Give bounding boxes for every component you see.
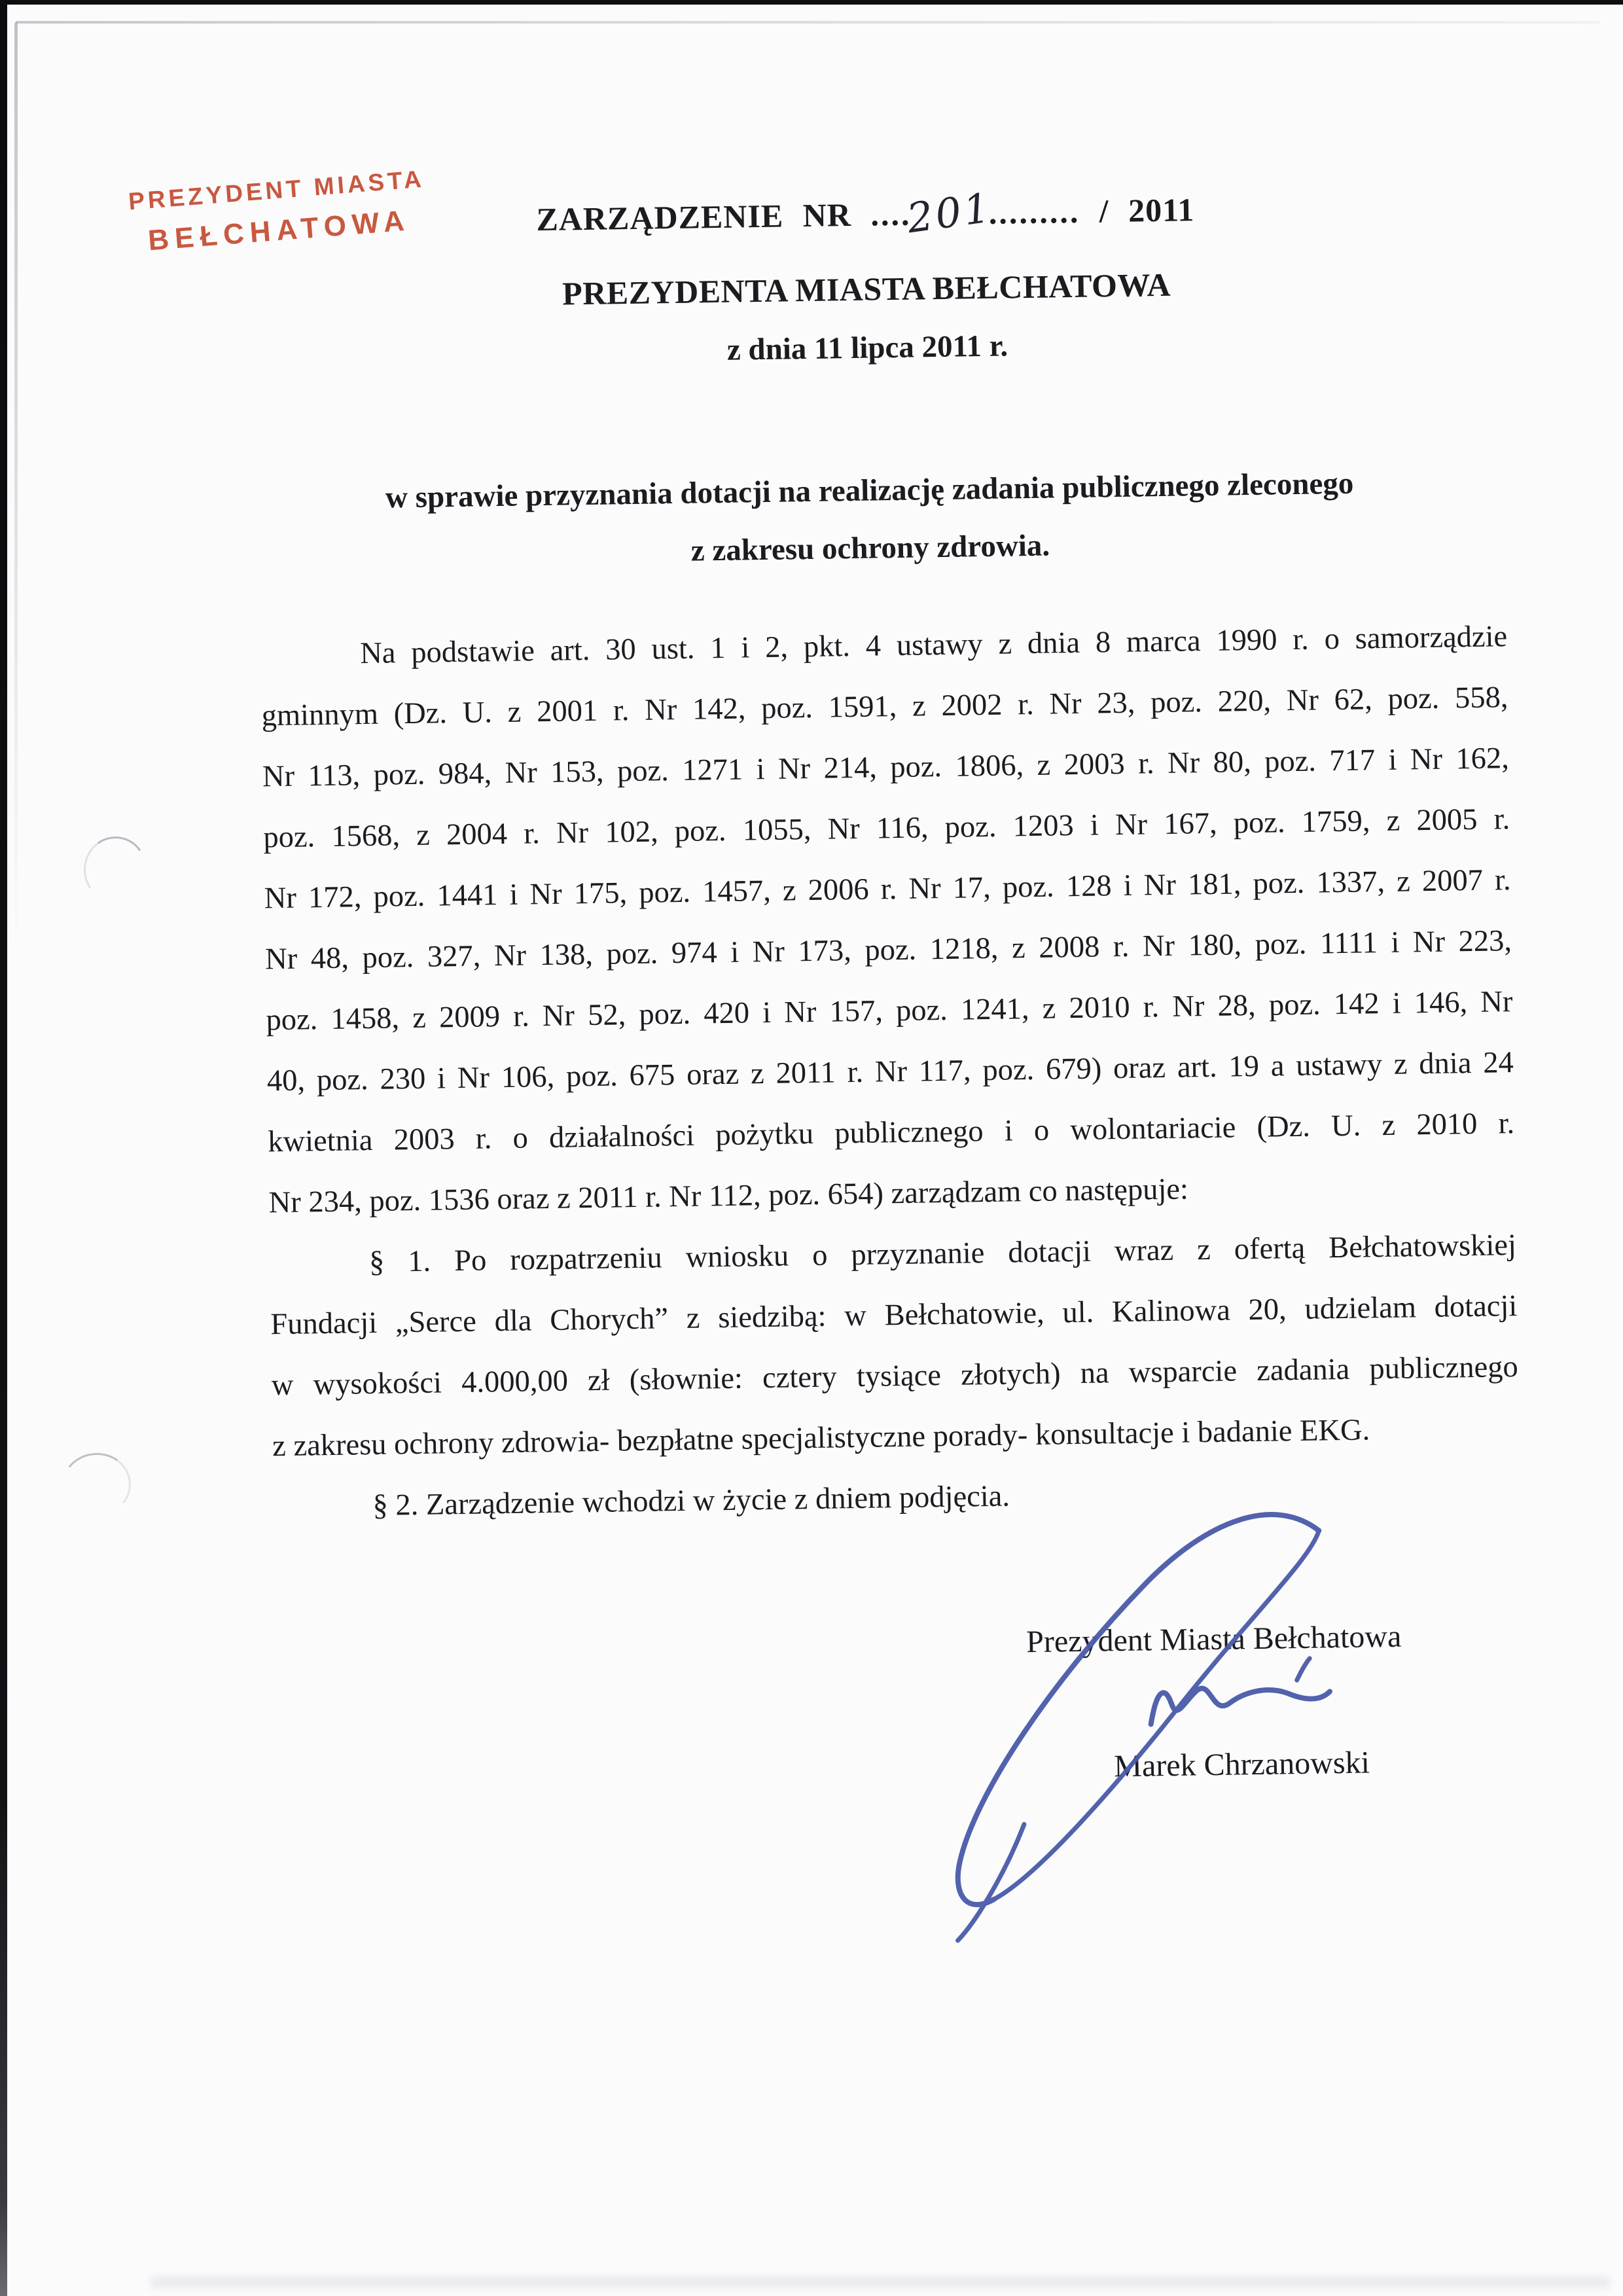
subject-line-1: w sprawie przyznania dotacji na realizację zadania publicznego zleconego: [385, 466, 1354, 515]
title-suffix: / 2011: [1099, 191, 1195, 230]
title-dots-before: ....: [870, 195, 912, 233]
body-line: w wysokości 4.000,00 zł (słownie: cztery tysiące złotych) na wsparcie zadania publicznego: [271, 1350, 1519, 1403]
body-line: Fundacji „Serce dla Chorych” z siedzibą: w Bełchatowie, ul. Kalinowa 20, udzielam dotacji: [270, 1289, 1518, 1342]
body-line: z zakresu ochrony zdrowia- bezpłatne specjalistyczne porady- konsultacje i badanie EKG.: [272, 1413, 1370, 1463]
body-line: Nr 234, poz. 1536 oraz z 2011 r. Nr 112, poz. 654) zarządzam co następuje:: [268, 1172, 1189, 1220]
stamp-line: PREZYDENT MIASTA: [127, 165, 425, 215]
title-dots-after: .........: [988, 192, 1080, 231]
body-line: 40, poz. 230 i Nr 106, poz. 675 oraz z 2011 r. Nr 117, poz. 679) oraz art. 19 a ustawy z dnia 24: [266, 1046, 1514, 1098]
body-line: poz. 1458, z 2009 r. Nr 52, poz. 420 i Nr 157, poz. 1241, z 2010 r. Nr 28, poz. 142 i 146, Nr: [266, 985, 1513, 1037]
signature-name: Marek Chrzanowski: [1113, 1745, 1370, 1784]
title-prefix: ZARZĄDZENIE NR: [536, 196, 852, 238]
body-line: Nr 172, poz. 1441 i Nr 175, poz. 1457, z 2006 r. Nr 17, poz. 128 i Nr 181, poz. 1337, z 2007 r.: [264, 863, 1511, 916]
subject-line-2: z zakresu ochrony zdrowia.: [690, 528, 1050, 568]
signature-stroke: [953, 1514, 1325, 1905]
body-line: gminnym (Dz. U. z 2001 r. Nr 142, poz. 1591, z 2002 r. Nr 23, poz. 220, Nr 62, poz. 558,: [261, 681, 1508, 733]
stamp-line: BEŁCHATOWA: [147, 204, 412, 257]
body-line: poz. 1568, z 2004 r. Nr 102, poz. 1055, Nr 116, poz. 1203 i Nr 167, poz. 1759, z 2005 r.: [263, 802, 1510, 855]
body-line: Nr 113, poz. 984, Nr 153, poz. 1271 i Nr 214, poz. 1806, z 2003 r. Nr 80, poz. 717 i Nr 162,: [262, 742, 1510, 794]
body-line paragraph-1: § 1. Po rozpatrzeniu wniosku o przyznanie dotacji wraz z ofertą Bełchatowskiej: [368, 1229, 1517, 1280]
signature-stroke: [1296, 1659, 1310, 1680]
handwritten-ordinance-number: 201: [904, 183, 995, 243]
body-line: kwietnia 2003 r. o działalności pożytku publicznego i o wolontariacie (Dz. U. z 2010 r.: [267, 1107, 1515, 1159]
body-line: Nr 48, poz. 327, Nr 138, poz. 974 i Nr 173, poz. 1218, z 2008 r. Nr 180, poz. 1111 i Nr 223,: [264, 924, 1512, 977]
date-line: z dnia 11 lipca 2011 r.: [726, 329, 1008, 367]
issuer-line: PREZYDENTA MIASTA BEŁCHATOWA: [562, 266, 1171, 312]
signature-title: Prezydent Miasta Bełchatowa: [1026, 1619, 1402, 1660]
body-line paragraph-2: § 2. Zarządzenie wchodzi w życie z dniem podjęcia.: [372, 1479, 1010, 1523]
body-line: Na podstawie art. 30 ust. 1 i 2, pkt. 4 ustawy z dnia 8 marca 1990 r. o samorządzie: [359, 620, 1508, 671]
